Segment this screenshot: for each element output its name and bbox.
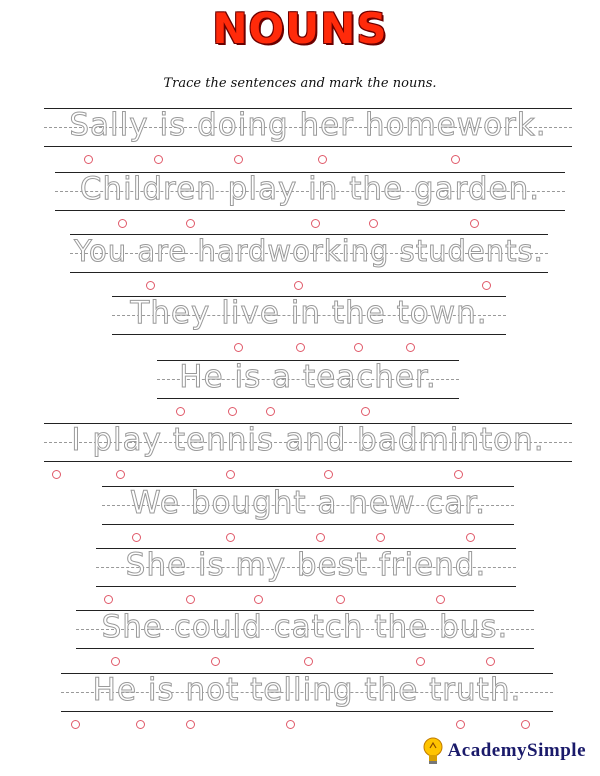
noun-mark-circle[interactable] bbox=[186, 219, 195, 228]
noun-mark-circle[interactable] bbox=[324, 470, 333, 479]
noun-mark-circle[interactable] bbox=[176, 407, 185, 416]
noun-mark-circle[interactable] bbox=[111, 657, 120, 666]
tracing-row bbox=[76, 610, 534, 670]
noun-mark-circle[interactable] bbox=[486, 657, 495, 666]
noun-mark-circle[interactable] bbox=[369, 219, 378, 228]
noun-mark-circle[interactable] bbox=[226, 470, 235, 479]
noun-mark-circle[interactable] bbox=[436, 595, 445, 604]
instructions: Trace the sentences and mark the nouns. bbox=[163, 76, 437, 91]
trace-sentence: She could catch the bus. bbox=[101, 609, 509, 645]
noun-mark-circle[interactable] bbox=[304, 657, 313, 666]
noun-mark-circle[interactable] bbox=[482, 281, 491, 290]
noun-mark-circle[interactable] bbox=[456, 720, 465, 729]
noun-mark-circle[interactable] bbox=[296, 343, 305, 352]
trace-sentence: She is my best friend. bbox=[125, 547, 487, 583]
tracing-row bbox=[61, 673, 553, 733]
noun-mark-circle[interactable] bbox=[361, 407, 370, 416]
trace-sentence: Children play in the garden. bbox=[79, 171, 541, 207]
tracing-row bbox=[44, 108, 572, 168]
trace-sentence: You are hardworking students. bbox=[74, 234, 544, 268]
noun-mark-circle[interactable] bbox=[118, 219, 127, 228]
noun-mark-circle[interactable] bbox=[146, 281, 155, 290]
noun-mark-circle[interactable] bbox=[234, 155, 243, 164]
noun-mark-circle[interactable] bbox=[266, 407, 275, 416]
noun-mark-circle[interactable] bbox=[521, 720, 530, 729]
trace-sentence: I play tennis and badminton. bbox=[71, 422, 545, 458]
academy-simple-logo bbox=[422, 736, 586, 766]
noun-mark-circle[interactable] bbox=[211, 657, 220, 666]
tracing-row bbox=[70, 234, 548, 294]
page-title: NOUNS bbox=[212, 4, 388, 53]
noun-mark-circle[interactable] bbox=[52, 470, 61, 479]
tracing-row bbox=[102, 486, 514, 546]
noun-mark-circle[interactable] bbox=[84, 155, 93, 164]
noun-mark-circle[interactable] bbox=[316, 533, 325, 542]
logo-text: AcademySimple bbox=[447, 740, 586, 761]
noun-mark-circle[interactable] bbox=[186, 720, 195, 729]
noun-mark-circle[interactable] bbox=[454, 470, 463, 479]
noun-mark-circle[interactable] bbox=[228, 407, 237, 416]
noun-mark-circle[interactable] bbox=[416, 657, 425, 666]
noun-mark-circle[interactable] bbox=[294, 281, 303, 290]
noun-mark-circle[interactable] bbox=[104, 595, 113, 604]
noun-mark-circle[interactable] bbox=[234, 343, 243, 352]
tracing-row bbox=[44, 423, 572, 483]
noun-mark-circle[interactable] bbox=[311, 219, 320, 228]
noun-mark-circle[interactable] bbox=[406, 343, 415, 352]
noun-mark-circle[interactable] bbox=[354, 343, 363, 352]
noun-mark-circle[interactable] bbox=[71, 720, 80, 729]
trace-sentence: We bought a new car. bbox=[130, 485, 486, 521]
noun-mark-circle[interactable] bbox=[470, 219, 479, 228]
trace-sentence: Sally is doing her homework. bbox=[69, 107, 547, 143]
noun-mark-circle[interactable] bbox=[376, 533, 385, 542]
trace-sentence: They live in the town. bbox=[130, 295, 488, 331]
noun-mark-circle[interactable] bbox=[318, 155, 327, 164]
noun-mark-circle[interactable] bbox=[116, 470, 125, 479]
noun-mark-circle[interactable] bbox=[186, 595, 195, 604]
tracing-row bbox=[96, 548, 516, 608]
lightbulb-icon bbox=[422, 736, 444, 766]
noun-mark-circle[interactable] bbox=[336, 595, 345, 604]
noun-mark-circle[interactable] bbox=[154, 155, 163, 164]
noun-mark-circle[interactable] bbox=[451, 155, 460, 164]
noun-mark-circle[interactable] bbox=[286, 720, 295, 729]
tracing-row bbox=[157, 360, 459, 420]
noun-mark-circle[interactable] bbox=[226, 533, 235, 542]
trace-sentence: He is not telling the truth. bbox=[92, 672, 522, 708]
noun-mark-circle[interactable] bbox=[466, 533, 475, 542]
noun-mark-circle[interactable] bbox=[132, 533, 141, 542]
noun-mark-circle[interactable] bbox=[254, 595, 263, 604]
tracing-row bbox=[112, 296, 506, 356]
tracing-row bbox=[55, 172, 565, 232]
noun-mark-circle[interactable] bbox=[136, 720, 145, 729]
trace-sentence: He is a teacher. bbox=[179, 359, 437, 395]
